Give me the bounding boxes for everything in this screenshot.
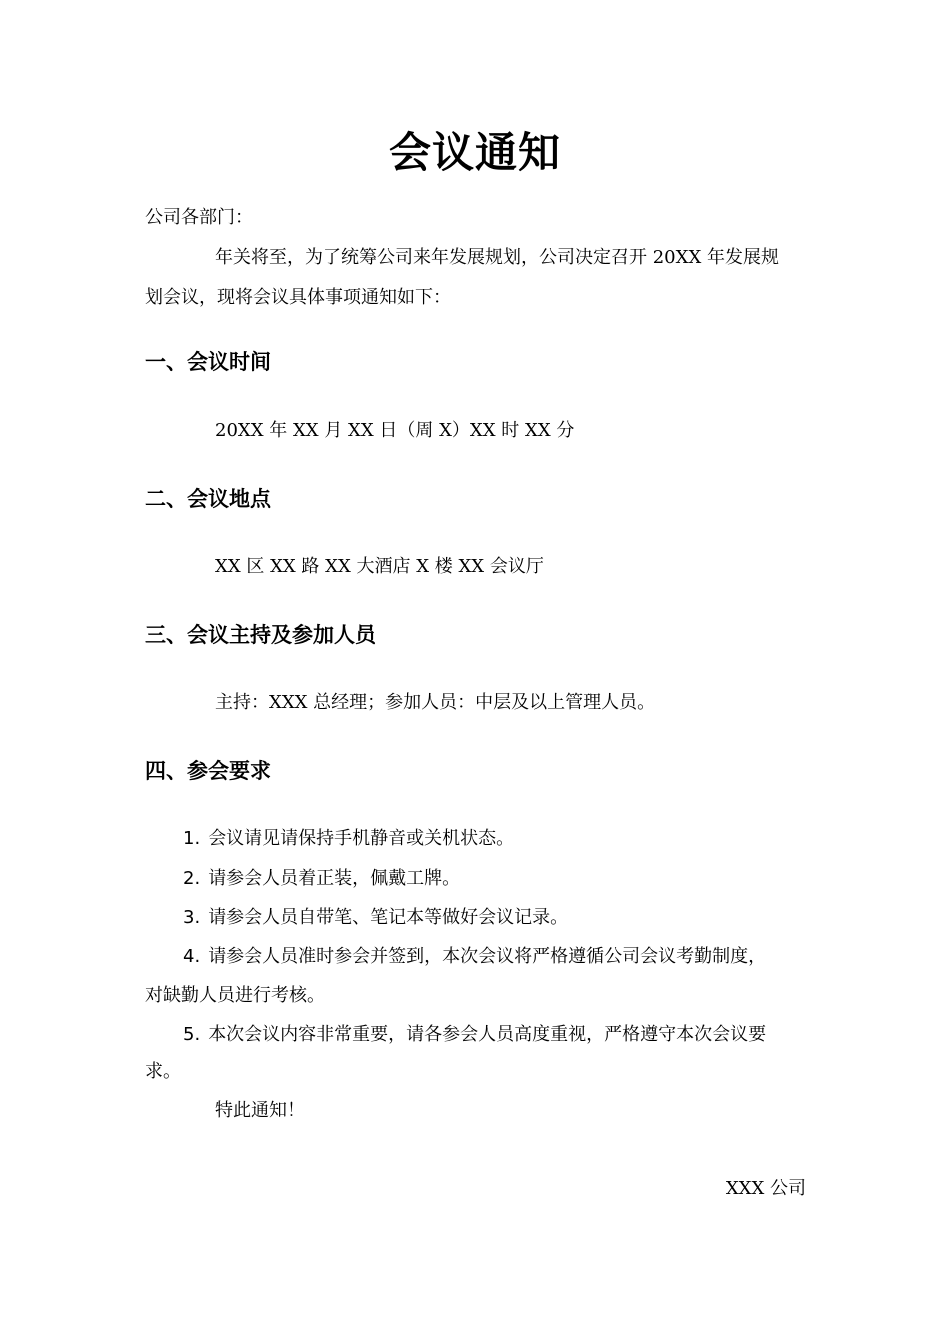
requirement-item — [183, 825, 514, 853]
intro-line-1: 年关将至，为了统筹公司来年发展规划，公司决定召开 20XX 年发展规 — [215, 247, 779, 268]
section-body-time: 20XX 年 XX 月 XX 日（周 X）XX 时 XX 分 — [215, 420, 575, 441]
section-heading-time: 一、会议时间 — [145, 350, 271, 374]
requirement-item — [183, 1021, 766, 1049]
section-heading-requirements: 四、参会要求 — [145, 759, 271, 783]
requirement-item — [183, 904, 568, 932]
salutation: 公司各部门： — [145, 207, 253, 228]
requirement-number: 1. — [183, 828, 201, 849]
requirement-item — [183, 943, 766, 971]
document-title: 会议通知 — [388, 128, 561, 177]
requirement-number: 2. — [183, 868, 201, 889]
requirement-text: 本次会议内容非常重要，请各参会人员高度重视，严格遵守本次会议要 — [208, 1024, 767, 1045]
requirement-continuation: 求。 — [145, 1061, 181, 1082]
section-heading-location: 二、会议地点 — [145, 487, 271, 511]
section-body-attendees: 主持：XXX 总经理；参加人员：中层及以上管理人员。 — [215, 692, 656, 713]
requirement-text: 会议请见请保持手机静音或关机状态。 — [208, 828, 515, 849]
signature: XXX 公司 — [725, 1178, 806, 1199]
section-body-location: XX 区 XX 路 XX 大酒店 X 楼 XX 会议厅 — [215, 556, 544, 577]
closing-text: 特此通知！ — [215, 1100, 305, 1121]
requirement-number: 4. — [183, 946, 201, 967]
requirement-number: 5. — [183, 1024, 201, 1045]
requirement-text: 请参会人员着正装，佩戴工牌。 — [208, 868, 461, 889]
requirement-continuation: 对缺勤人员进行考核。 — [145, 985, 325, 1006]
requirement-item — [183, 865, 460, 893]
requirement-text: 请参会人员自带笔、笔记本等做好会议记录。 — [208, 907, 569, 928]
requirement-number: 3. — [183, 907, 201, 928]
requirement-text: 请参会人员准时参会并签到，本次会议将严格遵循公司会议考勤制度， — [208, 946, 767, 967]
intro-line-2: 划会议，现将会议具体事项通知如下： — [145, 287, 451, 308]
section-heading-attendees: 三、会议主持及参加人员 — [145, 623, 376, 647]
